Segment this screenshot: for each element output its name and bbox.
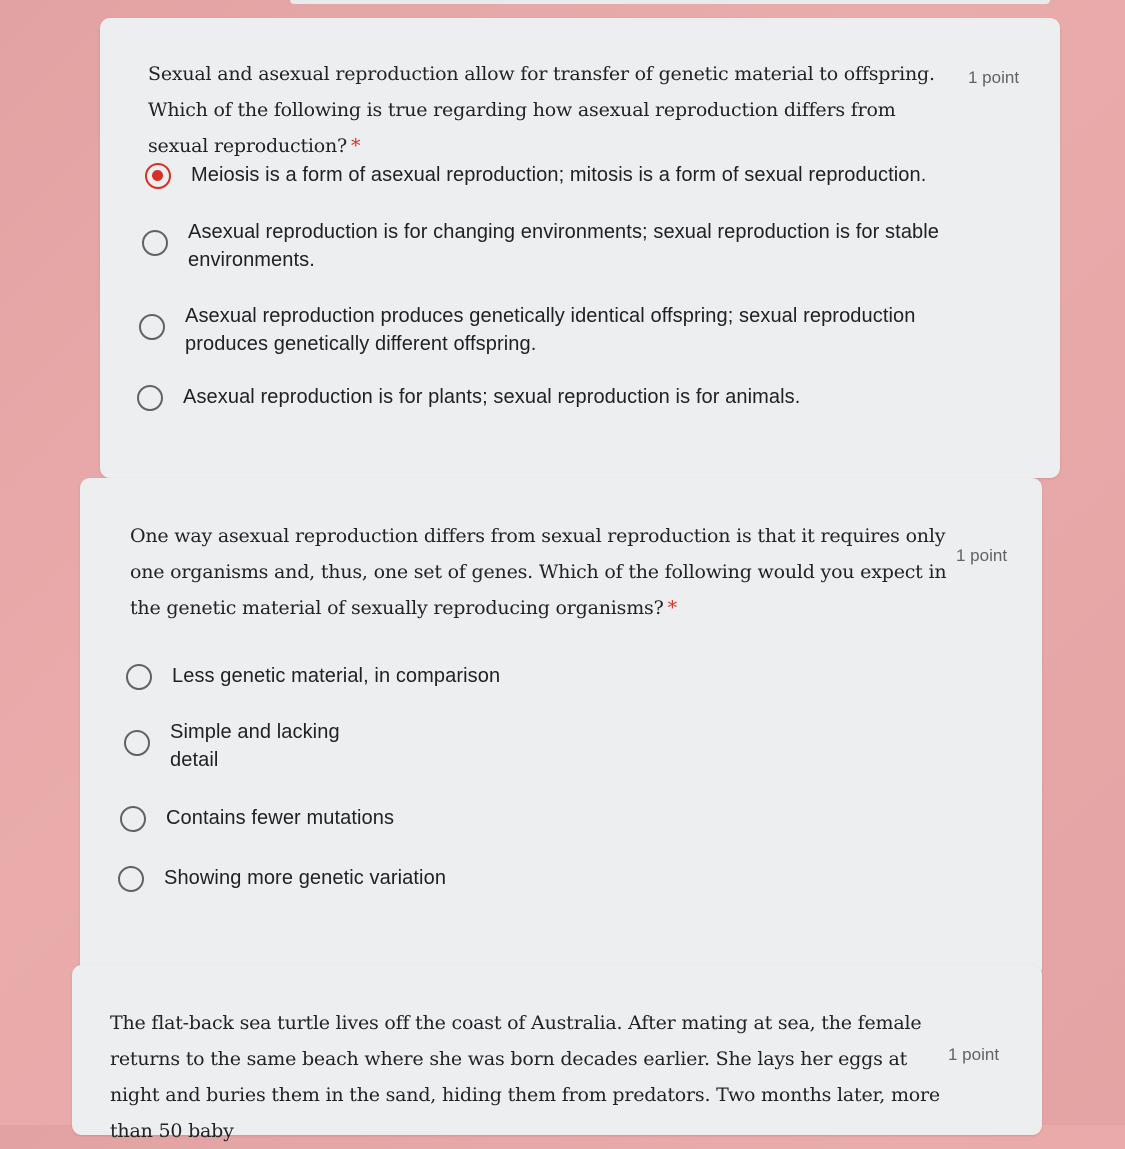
question-text: The flat-back sea turtle lives off the coast of Australia. After mating at sea, the female returns to the same beach where she was born decades earlier. She lays her eggs at night and buries them in the sand, hiding them from predators. Two months later, more than 50 baby [110,1012,940,1142]
radio-icon[interactable] [137,385,163,411]
radio-icon[interactable] [120,806,146,832]
option-label: Less genetic material, in comparison [172,665,501,687]
required-asterisk: * [351,135,361,157]
option-label: Contains fewer mutations [166,807,395,829]
option-meiosis[interactable] [145,161,1025,189]
option-plants-animals[interactable] [137,383,997,411]
option-simple-lacking-detail[interactable] [124,718,354,774]
radio-icon[interactable] [118,866,144,892]
option-fewer-mutations[interactable] [120,804,720,832]
question-card-2 [80,478,1042,978]
option-changing-environments[interactable] [142,218,1002,274]
radio-icon[interactable] [126,664,152,690]
question-text: One way asexual reproduction differs from sexual reproduction is that it requires only one organisms and, thus, one set of genes. Which of the following would you expect in the genetic material of sexually reproducing organisms? * [130,525,947,619]
points-label: 1 point [956,546,1008,565]
required-asterisk: * [667,597,677,619]
option-genetically-identical[interactable] [139,302,999,358]
option-less-genetic-material[interactable] [126,662,726,690]
points-label: 1 point [948,1045,1000,1064]
option-label: Asexual reproduction is for changing environments; sexual reproduction is for stable environments. [188,221,940,271]
option-label: Showing more genetic variation [164,867,447,889]
option-label: Asexual reproduction produces genetically identical offspring; sexual reproduction produces genetically different offspring. [185,305,916,355]
previous-card-edge [290,0,1050,4]
points-label: 1 point [968,68,1020,87]
option-label: Meiosis is a form of asexual reproduction; mitosis is a form of sexual reproduction. [191,164,927,186]
radio-icon[interactable] [139,314,165,340]
option-label: Asexual reproduction is for plants; sexual reproduction is for animals. [183,386,801,408]
radio-icon[interactable] [124,730,150,756]
radio-selected-icon[interactable] [145,163,171,189]
option-more-genetic-variation[interactable] [118,864,718,892]
question-card-3 [72,965,1042,1142]
radio-icon[interactable] [142,230,168,256]
option-label: Simple and lacking detail [170,721,340,771]
question-card-1 [100,18,1060,478]
question-text: Sexual and asexual reproduction allow for transfer of genetic material to offspring. Which of the following is true regarding how asexual reproduction differs from sexual reproduction? * [148,63,935,157]
